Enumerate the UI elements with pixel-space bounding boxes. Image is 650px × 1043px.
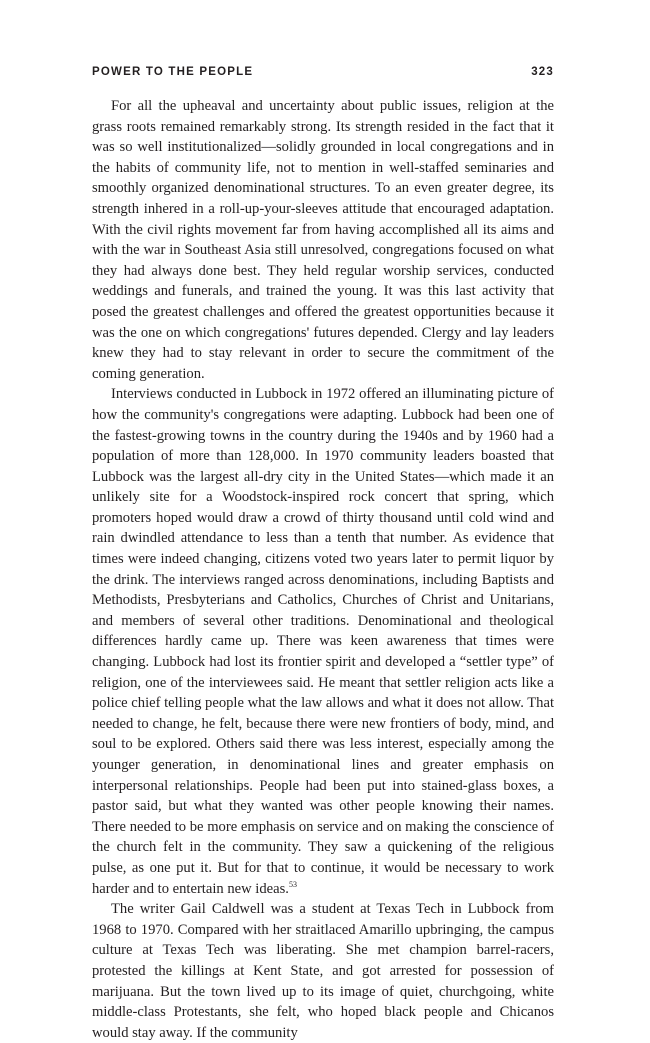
paragraph-1 (92, 96, 554, 384)
running-title: POWER TO THE PEOPLE (92, 66, 254, 78)
page-number: 323 (531, 66, 554, 78)
paragraph-3 (92, 899, 554, 1043)
running-head (92, 66, 554, 78)
paragraph-2-text: Interviews conducted in Lubbock in 1972 offered an illuminating picture of how the community's congregations were adapting. Lubbock had been one of the fastest-growing towns in the country during the 1940s and by 1960 had a population of more than 128,000. In 1970 community leaders boasted that Lubbock was the largest all-dry city in the United States—which made it an unlikely site for a Woodstock-inspired rock concert that spring, which promoters hoped would draw a crowd of thirty thousand until cold wind and rain dwindled attendance to less than a tenth that number. As evidence that times were indeed changing, citizens voted two years later to permit liquor by the drink. The interviews ranged across denominations, including Baptists and Methodists, Presbyterians and Catholics, Churches of Christ and Unitarians, and members of several other traditions. Denominational and theological differences hardly came up. There was keen awareness that times were changing. Lubbock had lost its frontier spirit and developed a “settler type” of religion, one of the interviewees said. He meant that settler religion acts like a police chief telling people what the law allows and what it does not allow. That needed to change, he felt, because there were new frontiers of body, mind, and soul to be explored. Others said there was less interest, especially among the younger generation, in denominational lines and greater emphasis on interpersonal relationships. People had been put into stained-glass boxes, a pastor said, but what they wanted was other people knowing their names. There needed to be more emphasis on service and on making the conscience of the church felt in the community. They saw a quickening of the religious pulse, as one put it. But for that to continue, it would be necessary to work harder and to entertain new ideas. (92, 386, 555, 897)
footnote-ref-53[interactable]: 53 (288, 879, 297, 889)
paragraph-1-text: For all the upheaval and uncertainty about public issues, religion at the grass roots remained remarkably strong. Its strength resided in the fact that it was so well institutionalized—solidly grounded in local congregations and in the habits of community life, not to mention in well-staffed seminaries and smoothly organized denominational structures. To an even greater degree, its strength inhered in a roll-up-your-sleeves attitude that encouraged adaptation. With the civil rights movement far from having accomplished all its aims and with the war in Southeast Asia still unresolved, congregations focused on what they had always done best. They held regular worship services, conducted weddings and funerals, and trained the young. It was this last activity that posed the greatest challenges and offered the greatest opportunities because it was the one on which congregations' futures depended. Clergy and lay leaders knew they had to stay relevant in order to secure the commitment of the coming generation. (92, 98, 554, 382)
body-text (92, 96, 554, 1043)
paragraph-3-text: The writer Gail Caldwell was a student at Texas Tech in Lubbock from 1968 to 1970. Compared with her straitlaced Amarillo upbringing, the campus culture at Texas Tech was liberating. She met champion barrel-racers, protested the killings at Kent State, and got arrested for possession of marijuana. But the town lived up to its image of quiet, churchgoing, white middle-class Protestants, she felt, who hoped black people and Chicanos would stay away. If the community (92, 901, 554, 1041)
paragraph-2 (92, 384, 554, 899)
